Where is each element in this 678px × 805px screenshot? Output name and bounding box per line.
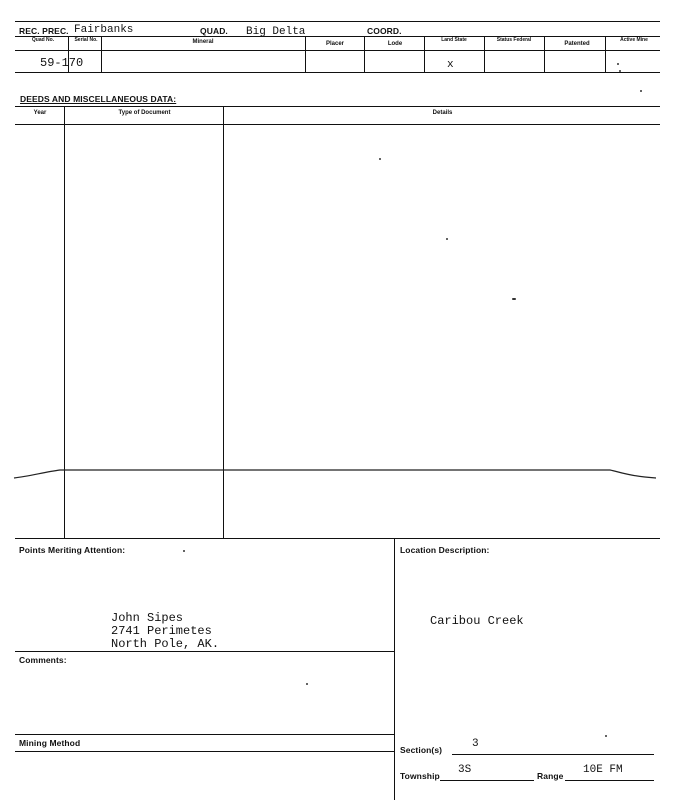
range-value-line <box>565 780 654 781</box>
quad-serial-value: 59-170 <box>40 56 84 70</box>
speck <box>379 158 381 160</box>
points-line-1: John Sipes <box>111 611 184 625</box>
col-active-mine: Active Mine <box>620 37 648 43</box>
col-mineral: Mineral <box>192 39 214 45</box>
col-div-7 <box>544 36 545 72</box>
speck <box>512 298 516 300</box>
rec-prec-label: REC. PREC. <box>19 26 69 36</box>
col-land-status: Land State <box>441 37 467 43</box>
comments-rule <box>15 651 394 652</box>
col-placer: Placer <box>325 41 344 47</box>
col-lode: Lode <box>387 41 403 47</box>
col-patented: Patented <box>564 41 590 47</box>
speck <box>619 70 621 72</box>
speck <box>605 735 607 737</box>
col-div-6 <box>484 36 485 72</box>
quad-label: QUAD. <box>200 26 228 36</box>
mining-rule-bottom <box>15 751 394 752</box>
comments-label: Comments: <box>19 655 67 665</box>
quad-value: Big Delta <box>246 26 306 38</box>
col-div-3 <box>305 36 306 72</box>
col-div-2 <box>101 36 102 72</box>
deeds-col-type: Type of Document <box>118 110 171 116</box>
township-value-line <box>440 780 534 781</box>
range-label: Range <box>537 771 564 781</box>
deeds-rule-bottom <box>15 538 660 539</box>
range-value: 10E FM <box>583 764 623 776</box>
bottom-center-divider <box>394 538 395 800</box>
location-value: Caribou Creek <box>430 614 524 628</box>
top-border <box>15 21 660 22</box>
location-label: Location Description: <box>400 545 490 555</box>
col-div-8 <box>605 36 606 72</box>
deeds-col-details: Details <box>432 110 453 116</box>
speck <box>617 63 619 65</box>
col-serial-no: Serial No. <box>74 37 98 43</box>
rec-prec-value: Fairbanks <box>74 24 134 36</box>
deeds-title: DEEDS AND MISCELLANEOUS DATA: <box>20 94 177 104</box>
col-div-5 <box>424 36 425 72</box>
points-label: Points Meriting Attention: <box>19 545 126 555</box>
points-line-2: 2741 Perimetes <box>111 624 212 638</box>
land-state-mark: x <box>447 59 454 71</box>
col-status-federal: Status Federal <box>496 37 532 43</box>
deeds-rule-header <box>15 124 660 125</box>
township-value: 3S <box>458 764 472 776</box>
section-label: Section(s) <box>400 745 443 755</box>
section-value: 3 <box>472 738 479 750</box>
col-quad-no: Quad No. <box>31 37 55 43</box>
col-div-4 <box>364 36 365 72</box>
coord-label: COORD. <box>367 26 402 36</box>
speck <box>183 550 185 552</box>
points-line-3: North Pole, AK. <box>111 637 220 651</box>
header-rule-2 <box>15 50 660 51</box>
header-rule-1 <box>15 36 660 37</box>
speck <box>446 238 448 240</box>
fold-crease-line <box>0 460 678 490</box>
township-label: Township <box>400 771 440 781</box>
section-value-line <box>452 754 654 755</box>
deeds-col-year: Year <box>33 110 47 116</box>
speck <box>640 90 642 92</box>
deeds-rule-top <box>15 106 660 107</box>
mining-rule-top <box>15 734 394 735</box>
mining-method-label: Mining Method <box>19 738 81 748</box>
speck <box>306 683 308 685</box>
header-rule-3 <box>15 72 660 73</box>
